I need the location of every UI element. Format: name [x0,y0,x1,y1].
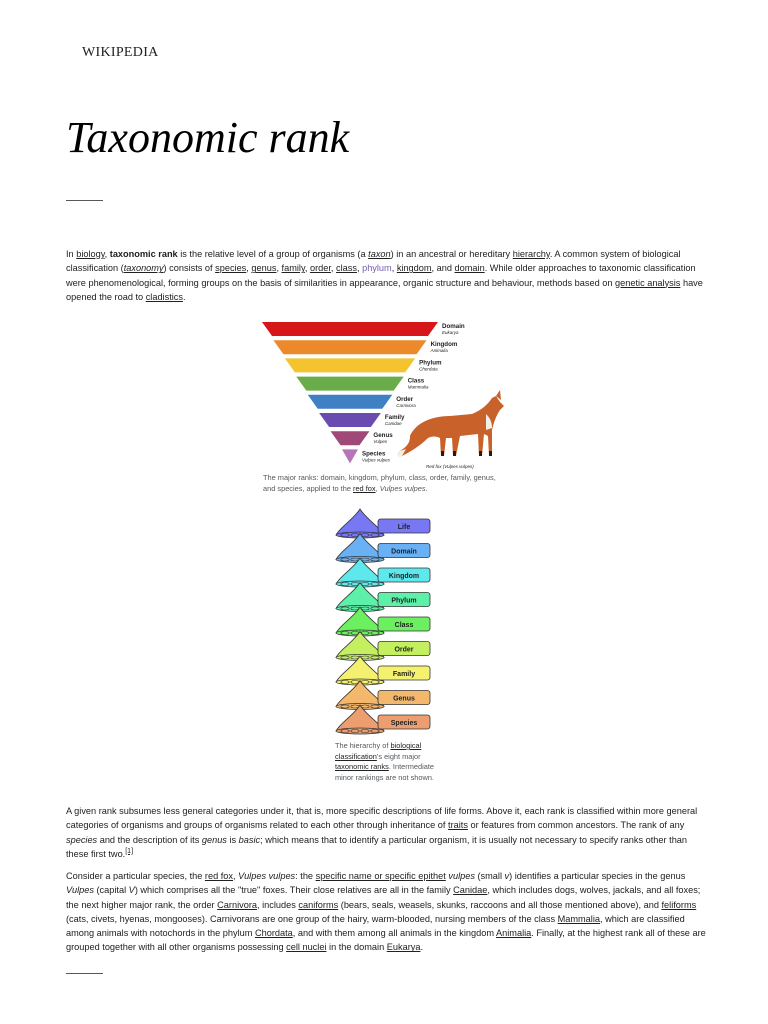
pyramid-rank-example: Mammalia [407,384,429,390]
link-red-fox-caption[interactable]: red fox [352,483,376,493]
hierarchy-label: Species [390,719,418,727]
pyramid-rank-example: Eukarya [442,330,459,335]
link-biology[interactable]: biology [76,249,105,259]
reference-1[interactable]: [1] [125,847,134,855]
pyramid-rank-example: Vulpes vulpes [362,457,390,463]
pyramid-band-domain [262,322,438,336]
pyramid-band-family [319,413,381,427]
link-species[interactable]: species [215,263,247,274]
red-fox-illustration [398,390,504,457]
pyramid-rank-example: Canidae [384,421,402,426]
hierarchy-label: Phylum [391,597,417,605]
hierarchy-label: Class [394,621,414,629]
pyramid-band-genus [331,431,370,445]
link-red-fox[interactable]: red fox [204,871,233,881]
intro-paragraph: In biology, taxonomic rank is the relative level of a group of organisms (a taxon) in an ancestral or hereditary hierarchy. A common system of biological classification (taxonomy) consists of species, genus, family, order, class, phylum, kingdom, and domain. While older approaches to taxonomic classification were phenomenological, forming groups on the basis of similarities in appearance, organic structure and behaviour, methods based on genetic analysis have opened the road to cladistics. [66,249,703,302]
link-specific-name[interactable]: specific name or specific epithet [315,871,446,881]
link-chordata[interactable]: Chordata [254,928,293,939]
paragraph-3: Consider a particular species, the red fox, Vulpes vulpes: the specific name or specific epithet vulpes (small v) identifies a particular species in the genus Vulpes (capital V) which comprises all the "true" foxes. Their close relatives are all in the family Canidae, which includes dogs, wolves, jackals, and all foxes; the next higher major rank, the order Carnivora, includes caniforms (bears, seals, weasels, skunks, raccoons and all those mentioned above), and feliforms (cats, civets, hyenas, mongooses). Carnivorans are one group of the hairy, warm-blooded, nursing members of the class Mammalia, which are classified among animals with notochords in the phylum Chordata, and with them among all animals in the kingdom Animalia. Finally, at the highest rank all of these are grouped together with all other organisms possessing cell nuclei in the domain Eukarya. [66,871,706,953]
link-taxonomic-ranks[interactable]: taxonomic ranks [335,762,389,771]
fox-label: Red fox (Vulpes vulpes) [426,464,474,469]
pyramid-rank-example: Carnivora [396,402,416,408]
link-order[interactable]: order [309,263,331,274]
link-hierarchy[interactable]: hierarchy [512,249,550,259]
hierarchy-label: Family [392,670,416,678]
link-cladistics[interactable]: cladistics [145,291,183,302]
link-phylum[interactable]: phylum [362,263,392,274]
link-traits[interactable]: traits [448,820,468,831]
pyramid-band-phylum [285,358,415,372]
pyramid-rank-label: Species [362,450,386,458]
pyramid-rank-label: Family [384,414,405,421]
pyramid-band-kingdom [273,340,426,354]
link-feliforms[interactable]: feliforms [661,899,697,910]
link-cell-nuclei[interactable]: cell nuclei [286,942,327,953]
wikipedia-logo[interactable]: WIKIPEDIA [82,45,159,60]
link-taxon[interactable]: taxon [368,249,391,259]
link-carnivora[interactable]: Carnivora [217,899,257,910]
hierarchy-label: Order [394,646,414,654]
pyramid-band-class [296,377,403,391]
hierarchy-label: Domain [391,548,417,556]
figure1-caption: The major ranks: domain, kingdom, phylum, class, order, family, genus, and species, applied to the red fox, Vulpes vulpes. [263,473,496,493]
pyramid-rank-label: Phylum [419,359,442,367]
figure2-caption: The hierarchy of biological classification's eight major taxonomic ranks. Intermediate minor rankings are not shown. [335,741,435,782]
title-divider [66,200,103,201]
page-title: Taxonomic rank [66,113,350,162]
bold-term: taxonomic rank [109,249,178,259]
link-genus[interactable]: genus [251,263,277,274]
link-class[interactable]: class [336,263,357,274]
pyramid-rank-example: Animalia [430,348,448,354]
pyramid-band-species [342,449,358,463]
paragraph-2: A given rank subsumes less general categories under it, that is, more specific descriptions of life forms. Above it, each rank is classified within more general categories of organisms and groups of organisms related to each other through inheritance of traits or features from common ancestors. The rank of any species and the description of its genus is basic; which means that to identify a particular organism, it is usually not necessary to specify ranks other than these first two.[1] [66,806,698,859]
link-caniforms[interactable]: caniforms [298,899,339,910]
pyramid-rank-label: Order [396,395,414,403]
pyramid-rank-label: Class [407,377,425,385]
hierarchy-label: Life [397,523,411,531]
pyramid-rank-label: Kingdom [430,341,458,349]
pyramid-band-order [308,395,393,409]
section-divider [66,973,103,974]
link-family[interactable]: family [281,263,305,274]
link-domain[interactable]: domain [454,263,485,274]
hierarchy-level-life [336,509,430,538]
link-taxonomy[interactable]: taxonomy [123,263,164,274]
pyramid-rank-example: Vulpes [373,439,388,445]
pyramid-rank-label: Genus [373,432,393,440]
link-animalia[interactable]: Animalia [496,928,532,939]
link-eukarya[interactable]: Eukarya [386,942,421,953]
hierarchy-label: Genus [393,695,415,703]
link-mammalia[interactable]: Mammalia [557,913,600,924]
link-kingdom[interactable]: kingdom [396,263,432,274]
link-canidae[interactable]: Canidae [453,885,488,896]
link-genetic-analysis[interactable]: genetic analysis [615,277,681,288]
link-biological-classification[interactable]: biological classification [335,741,422,761]
pyramid-rank-label: Domain [442,323,465,330]
hierarchy-label: Kingdom [388,572,420,580]
taxonomic-rank-pyramid-figure[interactable] [260,318,510,473]
pyramid-rank-example: Chordata [419,366,438,372]
classification-hierarchy-figure[interactable] [330,505,440,737]
